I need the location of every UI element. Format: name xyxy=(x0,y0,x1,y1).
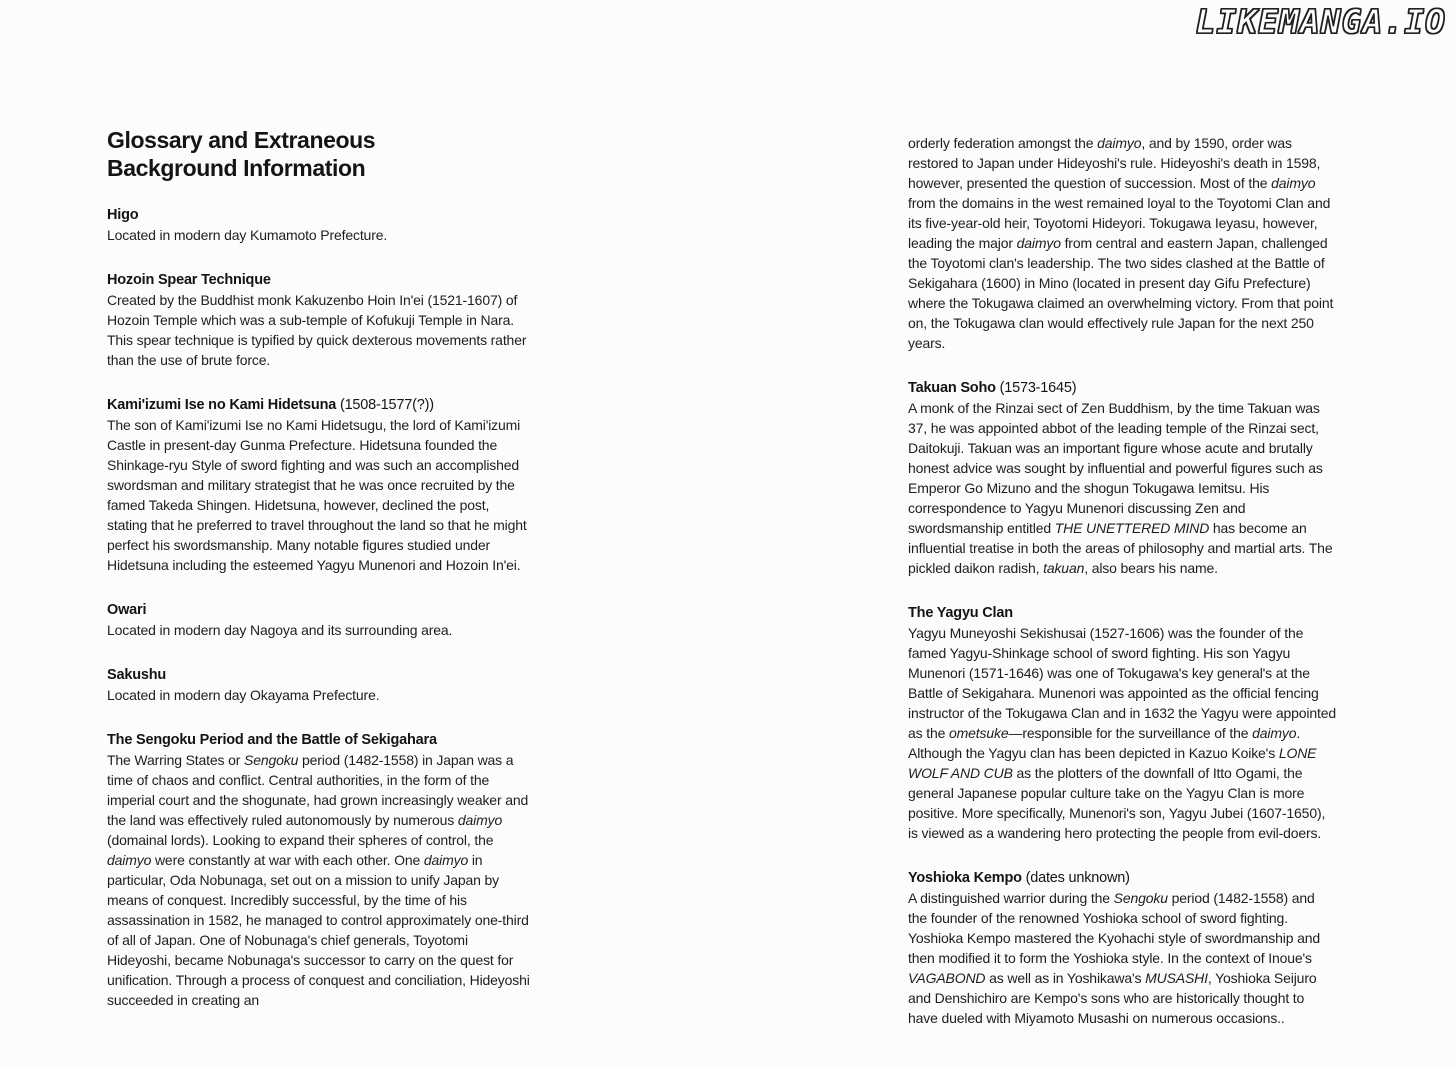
right-column xyxy=(908,133,1336,1028)
italic-term: takuan xyxy=(1043,560,1085,576)
left-column-entries xyxy=(107,205,531,1010)
text-run: from the domains in the west remained loyal to the Toyotomi Clan and its five-year-old heir, Toyotomi Hideyori. Tokugawa Ieyasu, however, leading the major xyxy=(908,195,1331,251)
text-run: period (1482-1558) in Japan was a time of chaos and conflict. Central authorities, in the form of the imperial court and the shogunate, had grown increasingly weaker and the land was effectively ruled autonomously by numerous xyxy=(107,752,529,828)
entry-term: Kami'izumi Ise no Kami Hidetsuna xyxy=(107,397,337,413)
entry-heading xyxy=(107,730,531,750)
text-run: were constantly at war with each other. One xyxy=(151,852,424,868)
text-run: Located in modern day Nagoya and its surrounding area. xyxy=(107,622,453,638)
text-run: Yagyu Muneyoshi Sekishusai (1527-1606) was the founder of the famed Yagyu-Shinkage school of sword fighting. His son Yagyu Munenori (1571-1646) was one of Tokugawa's key general's at the Battle of Sekigahara. Munenori was appointed as the official fencing instructor of the Tokugawa Clan and in 1632 the Yagyu were appointed as the xyxy=(908,625,1336,741)
entry-body xyxy=(908,888,1336,1028)
entry-body xyxy=(107,620,531,640)
entry-heading xyxy=(107,270,531,290)
text-run: The son of Kami'izumi Ise no Kami Hidetsugu, the lord of Kami'izumi Castle in present-day Gunma Prefecture. Hidetsuna founded the Shinkage-ryu Style of sword fighting and was such an accomplished swordsman and military strategist that he was once recruited by the famed Takeda Shingen. Hidetsuna, however, declined the post, stating that he preferred to travel throughout the land so that he might perfect his swordsmanship. Many notable figures studied under Hidetsuna including the esteemed Yagyu Munenori and Hozoin In'ei. xyxy=(107,417,527,573)
text-run: —responsible for the surveillance of the xyxy=(1008,725,1253,741)
glossary-entry xyxy=(107,730,531,1010)
italic-term: ometsuke xyxy=(948,725,1009,741)
text-run: orderly federation amongst the xyxy=(908,135,1098,151)
entry-term: The Sengoku Period and the Battle of Sekigahara xyxy=(107,732,437,748)
entry-term: Yoshioka Kempo xyxy=(908,870,1022,886)
entry-term: Higo xyxy=(107,207,139,223)
entry-body xyxy=(107,685,531,705)
italic-term: THE UNETTERED MIND xyxy=(1054,520,1210,536)
italic-term: daimyo xyxy=(1271,175,1316,191)
text-run: , also bears his name. xyxy=(1084,560,1218,576)
text-run: , and by 1590, order was restored to Japan under Hideyoshi's rule. Hideyoshi's death in 1598, however, presented the question of succession. Most of the xyxy=(908,135,1321,191)
entry-heading xyxy=(908,868,1336,888)
text-run: Located in modern day Okayama Prefecture. xyxy=(107,687,380,703)
glossary-entry xyxy=(107,600,531,640)
entry-term-dates: (1508-1577(?)) xyxy=(336,397,434,413)
left-column xyxy=(107,126,531,1010)
text-run: Located in modern day Kumamoto Prefecture. xyxy=(107,227,388,243)
text-run: as the plotters of the downfall of Itto Ogami, the general Japanese popular culture take on the Yagyu Clan is more positive. More specifically, Munenori's son, Yagyu Jubei (1607-1650), is viewed as a wandering hero protecting the people from evil-doers. xyxy=(908,765,1326,841)
italic-term: MUSASHI xyxy=(1145,970,1208,986)
glossary-entry xyxy=(908,378,1336,578)
entry-heading xyxy=(107,205,531,225)
italic-term: daimyo xyxy=(1097,135,1142,151)
text-run: Created by the Buddhist monk Kakuzenbo Hoin In'ei (1521-1607) of Hozoin Temple which was a sub-temple of Kofukuji Temple in Nara. This spear technique is typified by quick dexterous movements rather than the use of brute force. xyxy=(107,292,527,368)
italic-term: Sengoku xyxy=(244,752,299,768)
text-run: (domainal lords). Looking to expand their spheres of control, the xyxy=(107,832,494,848)
italic-term: daimyo xyxy=(423,852,469,868)
text-run: has become an influential treatise in both the areas of philosophy and martial arts. The pickled daikon radish, xyxy=(908,520,1333,576)
site-watermark-logo: LIKEMANGA.IO xyxy=(1195,2,1446,41)
text-run: The Warring States or xyxy=(107,752,245,768)
entry-term-dates: (1573-1645) xyxy=(995,380,1077,396)
entry-body xyxy=(107,290,531,370)
italic-term: daimyo xyxy=(1252,725,1297,741)
entry-heading xyxy=(107,665,531,685)
text-run: from central and eastern Japan, challenged the Toyotomi clan's leadership. The two sides clashed at the Battle of Sekigahara (1600) in Mino (located in present day Gifu Prefecture) where the Tokugawa claimed an overwhelming victory. From that point on, the Tokugawa clan would effectively rule Japan for the next 250 years. xyxy=(908,235,1334,351)
glossary-entry xyxy=(908,868,1336,1028)
page-title: Glossary and Extraneous Background Information xyxy=(107,127,376,181)
text-run: A monk of the Rinzai sect of Zen Buddhism, by the time Takuan was 37, he was appointed abbot of the leading temple of the Rinzai sect, Daitokuji. Takuan was an important figure whose acute and brutally honest advice was sought by influential and powerful figures such as Emperor Go Mizuno and the shogun Tokugawa Iemitsu. His correspondence to Yagyu Munenori discussing Zen and swordsmanship entitled xyxy=(908,400,1323,536)
text-run: period (1482-1558) and the founder of the renowned Yoshioka school of sword fighting. Yoshioka Kempo mastered the Kyohachi style of swordmanship and then modified it to form the Yoshioka style. In the context of Inoue's xyxy=(908,890,1320,966)
italic-term: daimyo xyxy=(1016,235,1061,251)
italic-term: daimyo xyxy=(457,812,503,828)
continued-paragraph xyxy=(908,133,1336,353)
entry-term: Hozoin Spear Technique xyxy=(107,272,271,288)
glossary-entry xyxy=(107,270,531,370)
italic-term: Sengoku xyxy=(1113,890,1168,906)
entry-term: The Yagyu Clan xyxy=(908,605,1013,621)
entry-heading xyxy=(107,395,531,415)
entry-heading xyxy=(107,600,531,620)
text-run: . Although the Yagyu clan has been depicted in Kazuo Koike's xyxy=(908,725,1301,761)
entry-body xyxy=(107,225,531,245)
entry-term: Sakushu xyxy=(107,667,167,683)
text-run: in particular, Oda Nobunaga, set out on a mission to unify Japan by means of conquest. Incredibly successful, by the time of his assassination in 1582, he managed to control approximately one-third of all of Japan. One of Nobunaga's chief generals, Toyotomi Hideyoshi, became Nobunaga's successor to carry on the quest for unification. Through a process of conquest and conciliation, Hideyoshi succeeded in creating an xyxy=(107,852,530,1008)
glossary-entry xyxy=(107,205,531,245)
right-column-entries xyxy=(908,378,1336,1028)
glossary-entry xyxy=(107,395,531,575)
italic-term: LONE WOLF AND CUB xyxy=(908,745,1317,781)
entry-term-dates: (dates unknown) xyxy=(1021,870,1130,886)
italic-term: VAGABOND xyxy=(908,970,986,986)
entry-term: Takuan Soho xyxy=(908,380,996,396)
entry-heading xyxy=(908,603,1336,623)
text-run: , Yoshioka Seijuro and Denshichiro are Kempo's sons who are historically thought to have dueled with Miyamoto Musashi on numerous occasions.. xyxy=(908,970,1317,1026)
entry-term: Owari xyxy=(107,602,147,618)
italic-term: daimyo xyxy=(107,852,152,868)
text-run: A distinguished warrior during the xyxy=(908,890,1114,906)
glossary-entry xyxy=(908,603,1336,843)
entry-body xyxy=(107,750,531,1010)
text-run: as well as in Yoshikawa's xyxy=(985,970,1146,986)
entry-body xyxy=(908,398,1336,578)
entry-body xyxy=(908,623,1336,843)
entry-heading xyxy=(908,378,1336,398)
entry-body xyxy=(107,415,531,575)
glossary-entry xyxy=(107,665,531,705)
